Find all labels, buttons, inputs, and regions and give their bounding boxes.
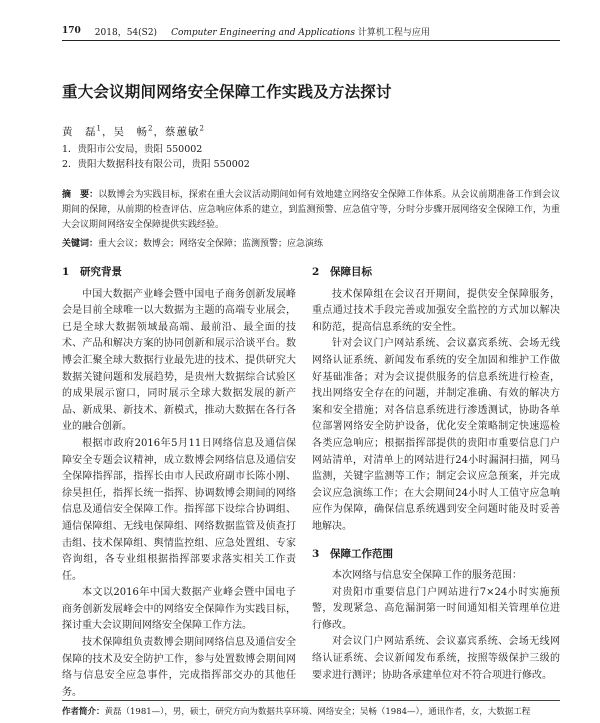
keywords <box>62 236 560 249</box>
section-gap <box>312 536 560 546</box>
section-heading <box>62 264 296 281</box>
body-paragraph: 根据市政府2016年5月11日网络信息及通信保障安全专题会议精神，成立数博会网络信息及通信安全保障指挥部，指挥长由市人民政府副市长陈小刚、徐昊担任，指挥长统一指挥、协调数博会期间的网络信息及通信安全保障工作。指挥部下设综合协调组、通信保障组、无线电保障组、网络数据监管及侦查打击组、技术保障组、舆情监控组、应急处置组、专家咨询组，各专业组根据指挥部要求落实相关工作责任。 <box>62 437 296 582</box>
author-affil-mark: 1 <box>96 124 102 133</box>
keywords-text: 重大会议；数博会；网络安全保障；监测预警；应急演练 <box>98 239 324 249</box>
journal-name-en: Computer Engineering and Applications <box>171 27 355 38</box>
section-title: 研究背景 <box>80 266 122 278</box>
paper-title: 重大会议期间网络安全保障工作实践及方法探讨 <box>62 82 392 101</box>
abstract-label: 摘 要： <box>62 190 99 200</box>
author-name: ，吴 畅 <box>101 126 148 138</box>
author-name: 黄 磊 <box>62 126 97 138</box>
body-paragraph: 针对会议门户网站系统、会议嘉宾系统、会场无线网络认证系统、新闻发布系统的安全加固和维护工作做好基础准备；对为会议提供服务的信息系统进行检查，找出网络安全存在的问题，并制定准确、有效的解决方案和安全措施；对各信息系统进行渗透测试，协助各单位部署网络安全防护设备，优化安全策略制定快速巡检各类应急响应；根据指挥部提供的贵阳市重要信息门户网站清单，对清单上的网站进行24小时漏洞扫描，网马监测，关键字监测等工作；制定会议应急预案，并完成会议应急演练工作；在大会期间24小时人工值守应急响应作为保障，确保信息系统遇到安全问题时能及时妥善地解决。 <box>312 338 560 532</box>
abstract <box>62 188 560 233</box>
body-paragraph: 中国大数据产业峰会暨中国电子商务创新发展峰会是目前全球唯一以大数据为主题的高端专业展会，已是全球大数据领域最高端、最前沿、最全面的技术、产品和解决方案的协同创新和展示洽谈平台。数博会汇聚全球大数据行业最先进的技术、提供研究大数据关键问题和发展趋势，是贵州大数据综合试验区的成果展示窗口，同时展示全球大数据发展的新产品、新成果、新技术、新模式，推动大数据在各行各业的融合创新。 <box>62 288 296 433</box>
body-paragraph: 本次网络与信息安全保障工作的服务范围： <box>332 570 522 582</box>
author-affil-mark: 2 <box>147 124 154 133</box>
right-column <box>312 264 560 684</box>
section-heading <box>312 546 560 563</box>
body-paragraph: 对会议门户网站系统、会议嘉宾系统、会场无线网络认证系统、会议新闻发布系统，按照等级保护三级的要求进行测评；协助各承建单位对不符合项进行修改。 <box>312 636 560 681</box>
journal-name <box>171 25 430 38</box>
section-number: 1 <box>62 266 70 278</box>
author-line <box>62 124 205 139</box>
footnote-text: 黄磊（1981—），男，硕士，研究方向为数据共享环境、网络安全；吴畅（1984—），通讯作者，女，大数据工程 <box>104 707 531 717</box>
author-name: ，蔡蕙敏 <box>153 126 200 138</box>
affiliation: 2．贵阳大数据科技有限公司，贵阳 550002 <box>62 159 250 170</box>
journal-name-cn: 计算机工程与应用 <box>357 27 430 38</box>
author-footnote <box>62 700 560 717</box>
running-header <box>62 24 560 38</box>
page-number: 170 <box>62 26 81 36</box>
keywords-label: 关键词： <box>62 239 99 249</box>
footnote-label: 作者简介： <box>62 707 105 717</box>
body-paragraph: 技术保障组在会议召开期间，提供安全保障服务，重点通过技术手段完善或加强安全监控的方式加以解决和防范，提高信息系统的安全性。 <box>312 288 560 333</box>
left-column <box>62 264 296 701</box>
author-affil-mark: 2 <box>199 124 205 133</box>
body-paragraph: 技术保障组负责数博会期间网络信息及通信安全保障的技术及安全防护工作，参与处置数博会期间网络与信息安全应急事件，完成指挥部交办的其他任务。 <box>62 637 296 698</box>
affiliation: 1．贵阳市公安局，贵阳 550002 <box>62 144 203 155</box>
section-heading <box>312 264 560 281</box>
body-paragraph: 本文以2016年中国大数据产业峰会暨中国电子商务创新发展峰会中的网络安全保障作为实践目标，探讨重大会议期间网络安全保障工作方法。 <box>62 587 296 632</box>
section-number: 2 <box>312 266 320 278</box>
section-title: 保障目标 <box>330 266 372 278</box>
volume-issue: 2018，54(S2) <box>94 27 158 38</box>
section-number: 3 <box>312 547 320 560</box>
section-title: 保障工作范围 <box>330 547 393 560</box>
abstract-text: 以数博会为实践目标，探索在重大会议活动期间如何有效地建立网络安全保障工作体系。从会议前期准备工作到会议期间的保障，从前期的检查评估、应急响应体系的建立，到监测预警、应急值守等，分时分步骤开展网络安全保障工作，为重大会议期间网络安全保障提供实践经验。 <box>62 190 560 230</box>
header-rule <box>62 40 560 41</box>
body-paragraph: 对贵阳市重要信息门户网站进行7×24小时实施预警，发现紧急、高危漏洞第一时间通知相关管理单位进行修改。 <box>312 586 560 631</box>
